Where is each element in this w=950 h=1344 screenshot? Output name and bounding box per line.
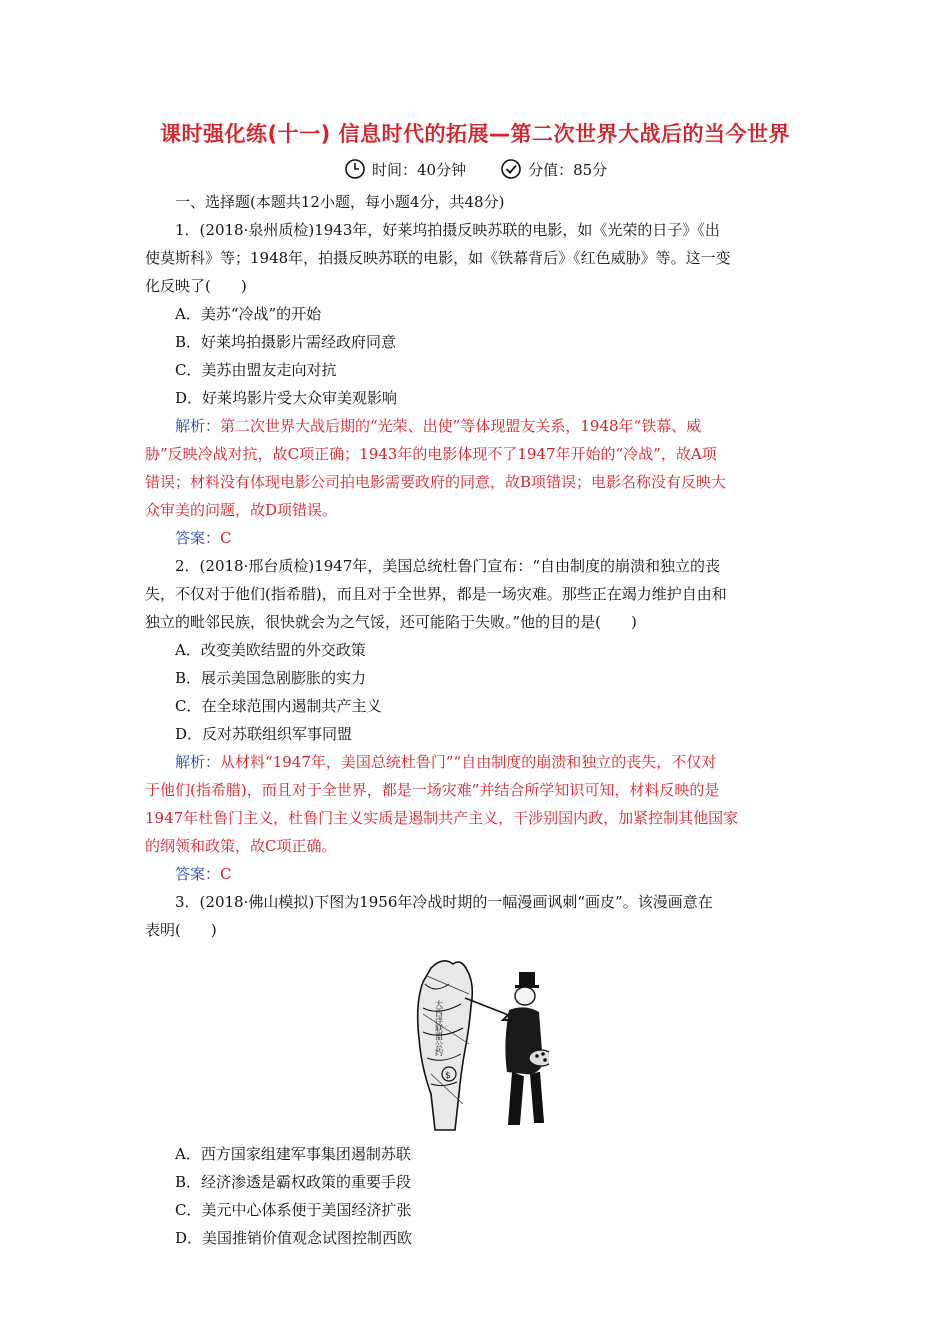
score-text: 分值：85分 (528, 160, 608, 179)
q2-option-b: B．展示美国急剧膨胀的实力 (175, 669, 367, 687)
q2-explanation-text: 从材料“1947年，美国总统杜鲁门”“自由制度的崩溃和独立的丧失，不仅对 (220, 753, 717, 771)
q2-explanation-label: 解析： (175, 753, 221, 771)
q3-option-a: A．西方国家组建军事集团遏制苏联 (175, 1145, 411, 1163)
q1-explanation-label: 解析： (175, 417, 221, 435)
q3-option-d: D．美国推销价值观念试图控制西欧 (175, 1229, 413, 1247)
dollar-sign: $ (445, 1071, 451, 1081)
exam-meta (344, 158, 641, 180)
q3-option-b: B．经济渗透是霸权政策的重要手段 (175, 1173, 412, 1191)
q2-explanation-line-3: 1947年杜鲁门主义，杜鲁门主义实质是遏制共产主义，干涉别国内政，加紧控制其他国家 (145, 809, 739, 827)
time-info (344, 158, 466, 180)
q1-answer-label: 答案： (175, 529, 221, 547)
section-heading: 一、选择题(本题共12小题，每小题4分，共48分) (175, 193, 505, 211)
q1-stem-line-1: 1．(2018·泉州质检)1943年，好莱坞拍摄反映苏联的电影，如《光荣的日子》《出 (175, 221, 720, 239)
q2-answer (145, 860, 807, 888)
q2-explanation-line-4: 的纲领和政策，故C项正确。 (145, 837, 337, 855)
q1-option-d: D．好莱坞影片受大众审美观影响 (175, 389, 398, 407)
check-circle-icon (500, 158, 522, 180)
q2-explanation-line-2: 于他们(指希腊)，而且对于全世界，都是一场灾难”并结合所学知识可知，材料反映的是 (145, 781, 720, 799)
page-title: 课时强化练(十一) 信息时代的拓展—第二次世界大战后的当今世界 (159, 122, 790, 146)
q1-stem-line-3: 化反映了( ) (145, 277, 247, 295)
q1-explanation-text: 第二次世界大战后期的“光荣、出使”等体现盟友关系，1948年“铁幕、威 (220, 417, 702, 435)
q2-option-a: A．改变美欧结盟的外交政策 (175, 641, 366, 659)
cartoon-figure (145, 954, 807, 1134)
cartoon-label-text: 大西洋联盟公约 (434, 1000, 444, 1056)
q2-answer-label: 答案： (175, 865, 221, 883)
q1-explanation-line-3: 错误；材料没有体现电影公司拍电影需要政府的同意，故B项错误；电影名称没有反映大 (145, 473, 727, 491)
q2-option-c: C．在全球范围内遏制共产主义 (175, 697, 382, 715)
q2-stem-line-3: 独立的毗邻民族，很快就会为之气馁，还可能陷于失败。”他的目的是( ) (145, 613, 637, 631)
q1-option-a: A．美苏“冷战”的开始 (175, 305, 322, 323)
q1-stem-line-2: 使莫斯科》等；1948年，拍摄反映苏联的电影，如《铁幕背后》《红色威胁》等。这一变 (145, 249, 731, 267)
q2-option-d: D．反对苏联组织军事同盟 (175, 725, 353, 743)
q3-stem-line-1: 3．(2018·佛山模拟)下图为1956年冷战时期的一幅漫画讽刺“画皮”。该漫画意在 (175, 893, 713, 911)
q2-answer-value: C (220, 865, 232, 883)
score-info (500, 158, 607, 180)
question-content (145, 188, 807, 1252)
q1-answer-value: C (220, 529, 232, 547)
q1-explanation-line-1 (145, 412, 807, 440)
clock-icon (344, 158, 366, 180)
q1-option-b: B．好莱坞拍摄影片需经政府同意 (175, 333, 397, 351)
q2-stem-line-1: 2．(2018·邢台质检)1947年，美国总统杜鲁门宣布：“自由制度的崩溃和独立的丧 (175, 557, 721, 575)
q3-option-c: C．美元中心体系便于美国经济扩张 (175, 1201, 412, 1219)
q1-option-c: C．美苏由盟友走向对抗 (175, 361, 337, 379)
cold-war-cartoon (409, 954, 549, 1134)
q2-stem-line-2: 失，不仅对于他们(指希腊)，而且对于全世界，都是一场灾难。那些正在竭力维护自由和 (145, 585, 727, 603)
q1-answer (145, 524, 807, 552)
q2-explanation-line-1 (145, 748, 807, 776)
q1-explanation-line-4: 众审美的问题，故D项错误。 (145, 501, 338, 519)
q3-stem-line-2: 表明( ) (145, 921, 217, 939)
q1-explanation-line-2: 胁”反映冷战对抗，故C项正确；1943年的电影体现不了1947年开始的“冷战”，故A项 (145, 445, 717, 463)
time-text: 时间：40分钟 (372, 160, 467, 179)
